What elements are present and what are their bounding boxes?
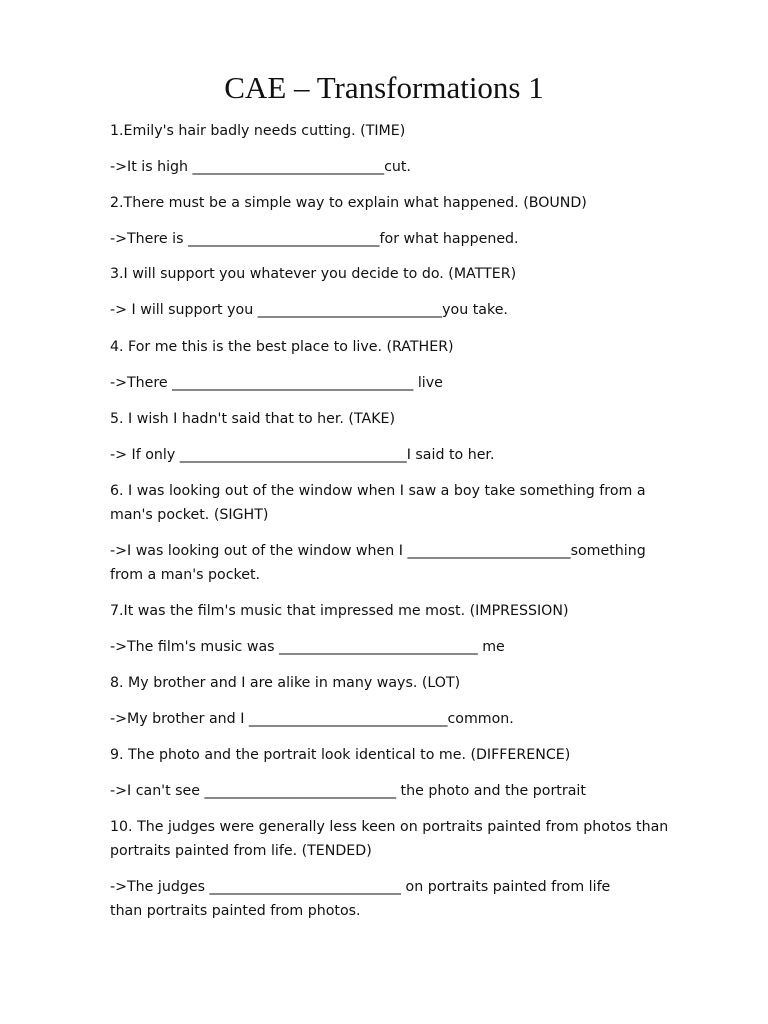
answer-2: ->There is ___________________________for what happened. <box>110 231 519 247</box>
question-6-line-1: 6. I was looking out of the window when I saw a boy take something from a <box>110 483 646 499</box>
answer-10-line-2: than portraits painted from photos. <box>110 903 361 919</box>
question-5: 5. I wish I hadn't said that to her. (TAKE) <box>110 411 396 427</box>
answer-9: ->I can't see ___________________________ the photo and the portrait <box>110 783 586 799</box>
question-1: 1.Emily's hair badly needs cutting. (TIME) <box>110 123 406 139</box>
answer-8: ->My brother and I ____________________________common. <box>110 711 514 727</box>
answer-1: ->It is high ___________________________cut. <box>110 159 411 175</box>
question-2: 2.There must be a simple way to explain what happened. (BOUND) <box>110 195 587 211</box>
question-6-line-2: man's pocket. (SIGHT) <box>110 507 269 523</box>
question-7: 7.It was the film's music that impressed me most. (IMPRESSION) <box>110 603 569 619</box>
answer-7: ->The film's music was ____________________________ me <box>110 639 505 655</box>
question-4: 4. For me this is the best place to live. (RATHER) <box>110 339 454 355</box>
question-10-line-2: portraits painted from life. (TENDED) <box>110 843 372 859</box>
answer-3: -> I will support you __________________________you take. <box>110 302 508 318</box>
answer-6-line-2: from a man's pocket. <box>110 567 261 583</box>
worksheet-title: CAE – Transformations 1 <box>224 70 544 105</box>
question-10-line-1: 10. The judges were generally less keen on portraits painted from photos than <box>110 819 669 835</box>
question-9: 9. The photo and the portrait look identical to me. (DIFFERENCE) <box>110 747 571 763</box>
question-3: 3.I will support you whatever you decide to do. (MATTER) <box>110 266 517 282</box>
answer-4: ->There __________________________________ live <box>110 375 443 391</box>
answer-10-line-1: ->The judges ___________________________ on portraits painted from life <box>110 879 611 895</box>
answer-5: -> If only ________________________________I said to her. <box>110 447 495 463</box>
answer-6-line-1: ->I was looking out of the window when I _______________________something <box>110 543 646 559</box>
question-8: 8. My brother and I are alike in many ways. (LOT) <box>110 675 461 691</box>
